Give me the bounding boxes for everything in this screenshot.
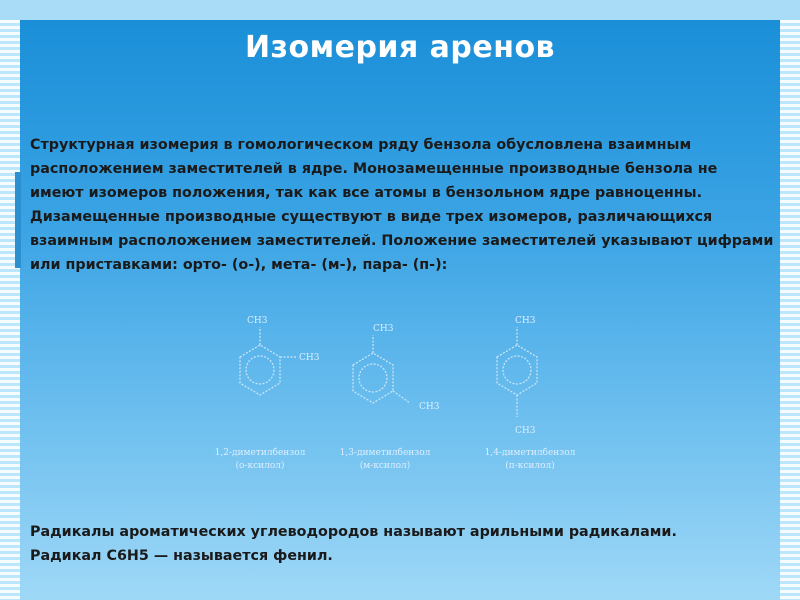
- para-caption-line2: (п-ксилол): [505, 461, 555, 471]
- meta-caption-line2: (м-ксилол): [359, 461, 411, 471]
- decorative-notch: [15, 172, 21, 268]
- ortho-xylene-structure: [240, 327, 297, 395]
- ortho-caption-line2: (о-ксилол): [235, 461, 285, 471]
- meta-ch3-side: CH3: [419, 402, 440, 412]
- meta-ch3-top: CH3: [373, 324, 394, 334]
- ortho-caption-line1: 1,2-диметилбензол: [214, 448, 306, 458]
- decorative-stripe-left: [0, 20, 20, 600]
- slide-title: Изомерия аренов: [244, 30, 556, 65]
- para-xylene-structure: [497, 327, 537, 417]
- xylene-isomers-figure: [205, 305, 615, 475]
- meta-caption-line1: 1,3-диметилбензол: [339, 448, 431, 458]
- para-ch3-bottom: CH3: [515, 426, 536, 436]
- meta-xylene-structure: [353, 335, 410, 403]
- para-ch3-top: CH3: [515, 316, 536, 326]
- body-paragraph: Структурная изомерия в гомологическом ряду бензола обусловлена взаимным расположением заместителей в ядре. Монозамещенные производные бензола не имеют изомеров положения, так как все атомы в бензольном ядре равноценны. Дизамещенные производные существуют в виде трех изомеров, различающихся взаимным расположением заместителей. Положение заместителей указывают цифрами или приставками: орто- (о-), мета- (м-), пара- (п-):: [30, 137, 774, 273]
- ortho-ch3-top: CH3: [247, 316, 268, 326]
- ortho-ch3-side: CH3: [299, 353, 320, 363]
- footer-line-2: Радикал C6H5 — называется фенил.: [30, 548, 333, 564]
- footer-text: [30, 520, 770, 568]
- decorative-stripe-right: [780, 20, 800, 600]
- structural-formulas: [205, 305, 615, 475]
- para-caption-line1: 1,4-диметилбензол: [484, 448, 576, 458]
- footer-line-1: Радикалы ароматических углеводородов называют арильными радикалами.: [30, 524, 677, 540]
